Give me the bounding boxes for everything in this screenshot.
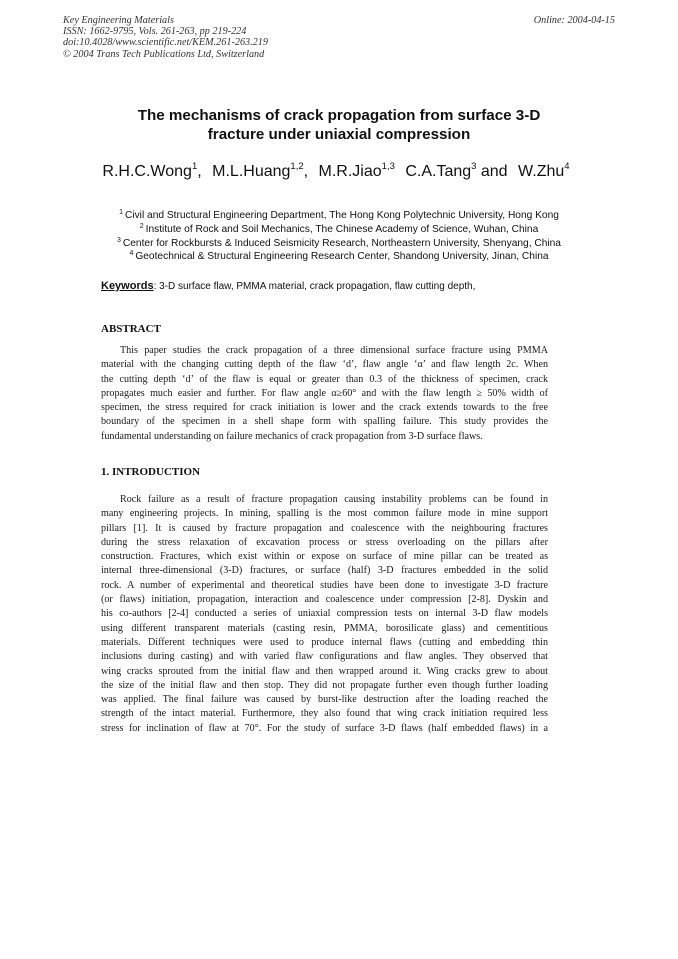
abstract-line: material with the changing cutting depth of the flaw ‘d’, flaw angle ‘α’ and flaw length 2c. When: [101, 359, 548, 371]
affiliation-number: 2: [139, 222, 144, 230]
affiliation: [60, 209, 618, 223]
introduction-line: stress for inclination of flaw at 70°. For the study of surface 3-D flaws (half embedded flaws) in a: [101, 722, 548, 734]
title-line-1: The mechanisms of crack propagation from surface 3-D: [137, 107, 541, 124]
author: [319, 163, 395, 180]
introduction-line: (or flaws) initiation, propagation, interaction and coalescence under compression [2-8]. Dyskin and: [101, 594, 548, 606]
author-separator: and: [476, 163, 508, 180]
affiliation: [60, 250, 618, 264]
abstract-line: the cutting depth ‘d’ of the flaw is equal or greater than 0.3 of the thickness of specimen, crack: [101, 373, 548, 385]
keywords-label: Keywords: [101, 280, 154, 292]
introduction-line: inclusions during casting) and with varied flaw configurations and flaw angles. They observed that: [101, 651, 548, 663]
author: [518, 163, 570, 180]
author-affil-mark: 1,3: [381, 161, 395, 172]
introduction-heading: 1. INTRODUCTION: [101, 466, 201, 478]
author-name: R.H.C.Wong: [102, 163, 192, 180]
copyright-line: © 2004 Trans Tech Publications Ltd, Switzerland: [63, 48, 265, 60]
abstract-heading: ABSTRACT: [101, 323, 161, 335]
journal-header: [63, 15, 268, 60]
introduction-line: wing cracks sprouted from the initial flaw and then wrapped around it. Wing cracks grew to about: [101, 665, 548, 677]
keywords-text: : 3-D surface flaw, PMMA material, crack propagation, flaw cutting depth,: [153, 281, 476, 292]
abstract-line: fundamental understanding on failure mechanics of crack propagation from 3-D surface flaws.: [101, 430, 483, 442]
issn-line: ISSN: 1662-9795, Vols. 261-263, pp 219-224: [63, 26, 247, 38]
affiliation-number: 3: [117, 236, 121, 244]
author-name: C.A.Tang: [405, 163, 472, 180]
introduction-line: internal three-dimensional (3-D) fractures, or surface (half) 3-D fractures embedded in the solid: [101, 565, 548, 577]
author-name: M.L.Huang: [212, 163, 291, 180]
author-list: [40, 163, 638, 181]
doi-line: doi:10.4028/www.scientific.net/KEM.261-263.219: [63, 37, 268, 49]
abstract-body: [101, 344, 548, 444]
affiliation: [60, 237, 618, 251]
introduction-line: his co-authors [2-4] conducted a series of uniaxial compression tests on internal 3-D flaw models: [101, 608, 548, 620]
introduction-body: [101, 493, 548, 736]
introduction-line: strength of the intact material. Furthermore, they also found that wing crack initiation required less: [101, 708, 548, 720]
author: [102, 163, 201, 180]
introduction-line: materials. Different techniques were used to produce internal flaws (cutting and embedding thin: [101, 636, 548, 648]
affiliation-text: Institute of Rock and Soil Mechanics, The Chinese Academy of Science, Wuhan, China: [145, 223, 539, 235]
introduction-line: rock. A number of experimental and theoretical studies have been done to investigate 3-D fracture: [101, 579, 548, 591]
affiliations: [60, 209, 618, 264]
title-line-2: fracture under uniaxial compression: [207, 126, 471, 143]
abstract-line: This paper studies the crack propagation of a three dimensional surface fracture using PMMA: [120, 345, 548, 356]
abstract-line: specimen, the stress required for crack initiation is lower and the crack extends towards to the free: [101, 402, 548, 414]
paper-title: [60, 106, 618, 144]
introduction-line: was applied. The final failure was caused by burst-like destruction after the loading reached the: [101, 694, 548, 706]
author-name: W.Zhu: [518, 163, 565, 180]
affiliation: [60, 223, 618, 237]
journal-name: Key Engineering Materials: [63, 15, 174, 26]
introduction-line: many engineering projects. In mining, spalling is the most common failure mode in mine support: [101, 508, 548, 520]
author: [405, 163, 507, 180]
introduction-line: pillars [1]. It is caused by fracture propagation and coalescence with the neighbouring fractures: [101, 522, 548, 534]
introduction-line: during the stress relaxation of excavation process or stress overloading on the pillars after: [101, 536, 548, 548]
author: [212, 163, 308, 180]
affiliation-text: Center for Rockbursts & Induced Seismicity Research, Northeastern University, Shenyang, China: [122, 237, 561, 249]
affiliation-text: Geotechnical & Structural Engineering Research Center, Shandong University, Jinan, China: [135, 251, 549, 263]
author-separator: ,: [303, 163, 309, 180]
affiliation-number: 1: [119, 209, 123, 216]
author-affil-mark: 1,2: [290, 161, 304, 172]
author-affil-mark: 3: [471, 161, 477, 172]
affiliation-text: Civil and Structural Engineering Department, The Hong Kong Polytechnic University, Hong Kong: [124, 210, 559, 221]
introduction-line: construction. Fractures, which exist within or expose on surface of mine pillar can be treated as: [101, 551, 548, 563]
introduction-line: using different transparent materials (casting resin, PMMA, borosilicate glass) and cementitious: [101, 622, 548, 634]
introduction-line: the size of the initial flaw and then stop. They did not propagate further even though further loading: [101, 679, 548, 691]
online-date: Online: 2004-04-15: [533, 15, 615, 26]
abstract-line: propagates much easier and further. For flaw angle α≥60° and with the flaw length ≥ 50% width of: [101, 387, 548, 399]
author-affil-mark: 4: [564, 161, 570, 172]
affiliation-number: 4: [129, 250, 134, 258]
author-name: M.R.Jiao: [318, 163, 382, 180]
abstract-line: boundary of the specimen in a shell shape form with spalling failure. This study provides the: [101, 416, 548, 428]
author-separator: ,: [197, 163, 202, 180]
author-affil-mark: 1: [191, 161, 198, 172]
introduction-line: Rock failure as a result of fracture propagation causing instability problems can be found in: [120, 494, 548, 505]
keywords: [101, 280, 475, 292]
